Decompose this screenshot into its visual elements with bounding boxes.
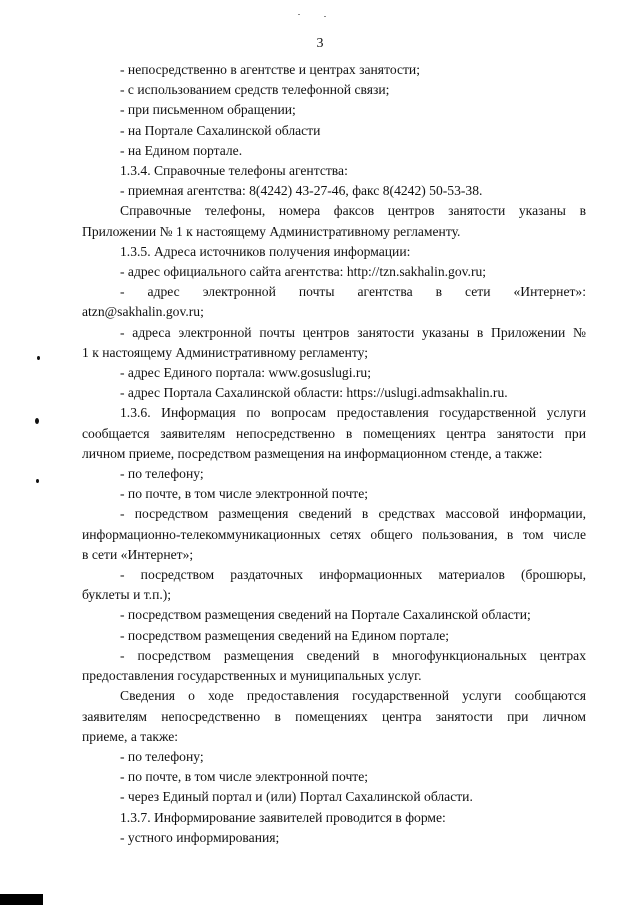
binding-hole-mark — [35, 418, 39, 424]
text-line: приеме, а также: — [82, 728, 179, 744]
section-heading: 1.3.5. Адреса источников получения информации: — [120, 243, 411, 259]
scan-edge-bar — [0, 894, 43, 905]
text-line: Справочные телефоны, номера факсов центров занятости указаны в — [120, 203, 586, 219]
binding-hole-mark — [37, 356, 40, 360]
text-line: личном приеме, посредством размещения на информационном стенде, а также: — [82, 445, 543, 461]
text-line: - посредством размещения сведений в многофункциональных центрах — [120, 647, 586, 663]
text-line: atzn@sakhalin.gov.ru; — [82, 304, 204, 320]
section-heading: 1.3.6. Информация по вопросам предоставления государственной услуги — [120, 405, 586, 421]
text-line: - по почте, в том числе электронной почте; — [120, 769, 369, 785]
text-line: - на Едином портале. — [120, 142, 243, 158]
text-line: - посредством размещения сведений на Едином портале; — [120, 627, 450, 643]
text-line: - адрес Единого портала: www.gosuslugi.ru; — [120, 365, 371, 381]
text-line: - при письменном обращении; — [120, 102, 296, 118]
document-body — [82, 60, 586, 848]
text-line: - посредством размещения сведений на Портале Сахалинской области; — [120, 607, 531, 623]
text-line: буклеты и т.п.); — [82, 587, 172, 603]
text-line: - по телефону; — [120, 748, 204, 764]
text-line: - на Портале Сахалинской области — [120, 122, 321, 138]
page-number: 3 — [316, 36, 324, 51]
text-line: 1 к настоящему Административному регламенту; — [82, 344, 369, 360]
text-line: - адрес электронной почты агентства в сети «Интернет»: — [120, 284, 586, 300]
text-line: Сведения о ходе предоставления государственной услуги сообщаются — [120, 688, 586, 704]
text-line: - приемная агентства: 8(4242) 43-27-46, факс 8(4242) 50-53-38. — [120, 183, 483, 199]
text-line: - посредством размещения сведений в средствах массовой информации, — [120, 506, 586, 522]
section-heading: 1.3.7. Информирование заявителей проводится в форме: — [120, 809, 446, 825]
text-line: Приложении № 1 к настоящему Административному регламенту. — [82, 223, 461, 239]
text-line: - по телефону; — [120, 466, 204, 482]
text-line: - через Единый портал и (или) Портал Сахалинской области. — [120, 789, 473, 805]
text-line: - устного информирования; — [120, 829, 280, 845]
text-line: - посредством раздаточных информационных материалов (брошюры, — [120, 567, 586, 583]
text-line: - по почте, в том числе электронной почте; — [120, 486, 369, 502]
binding-hole-mark — [36, 479, 39, 483]
scan-speck — [298, 14, 300, 15]
text-line: - с использованием средств телефонной связи; — [120, 82, 390, 98]
text-line: информационно-телекоммуникационных сетях общего пользования, в том числе — [82, 526, 586, 542]
text-line: в сети «Интернет»; — [82, 546, 194, 562]
text-line: - адрес Портала Сахалинской области: https://uslugi.admsakhalin.ru. — [120, 385, 508, 401]
section-heading: 1.3.4. Справочные телефоны агентства: — [120, 163, 348, 179]
text-line: - адрес официального сайта агентства: http://tzn.sakhalin.gov.ru; — [120, 264, 487, 280]
text-line: предоставления государственных и муниципальных услуг. — [82, 668, 422, 684]
scan-speck — [324, 16, 326, 17]
text-line: заявителям непосредственно в помещениях центра занятости при личном — [82, 708, 586, 724]
text-line: сообщается заявителям непосредственно в помещениях центра занятости при — [82, 425, 586, 441]
text-line: - непосредственно в агентстве и центрах занятости; — [120, 62, 420, 77]
text-line: - адреса электронной почты центров занятости указаны в Приложении № — [120, 324, 586, 340]
